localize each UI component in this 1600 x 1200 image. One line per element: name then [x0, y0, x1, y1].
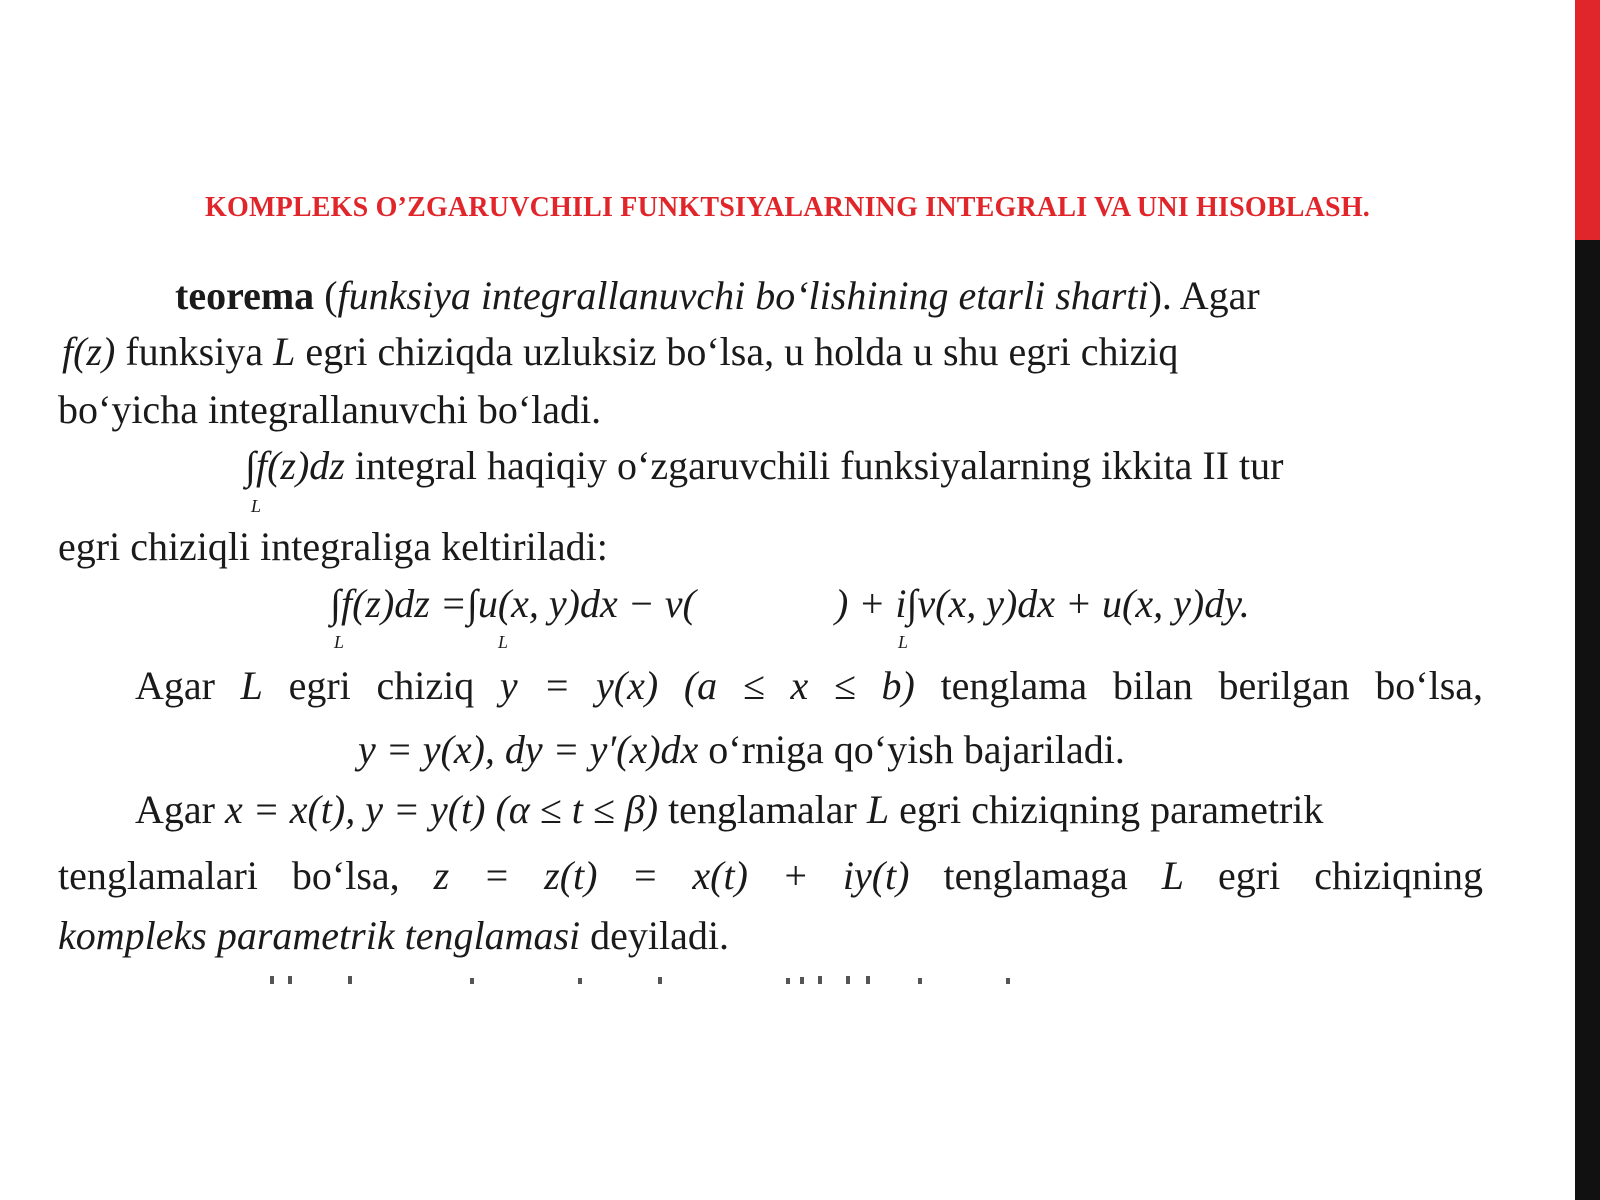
- theorem-paren: (: [324, 273, 338, 318]
- integral-subscript: L: [251, 496, 262, 516]
- slide-edge-bar: [1575, 0, 1600, 1200]
- text: Agar: [135, 787, 225, 832]
- formula-lhs: f(z)dz =: [340, 581, 467, 626]
- text: chiziqning: [1314, 853, 1484, 898]
- text: bo‘lsa,: [291, 853, 400, 898]
- complex-param-line: [58, 852, 1483, 900]
- math-substitution: y = y(x), dy = y′(x)dx: [358, 727, 699, 772]
- text: egri: [288, 663, 351, 708]
- statement-line-1: [62, 328, 1178, 376]
- text: egri chiziqning parametrik: [889, 787, 1324, 832]
- formula-subscript: L: [498, 632, 509, 652]
- text: tenglamalar: [668, 787, 867, 832]
- math-range: (α ≤ t ≤ β): [485, 787, 669, 832]
- math-L: L: [273, 329, 296, 374]
- text: integral haqiqiy o‘zgaruvchili funksiyalarning ikkita II tur: [344, 443, 1284, 488]
- reduction-line: egri chiziqli integraliga keltiriladi:: [58, 524, 608, 569]
- explicit-curve-line: [135, 662, 1483, 710]
- text: tenglama: [940, 663, 1088, 708]
- text: tenglamaga: [943, 853, 1128, 898]
- formula-part-2: ) + i: [835, 581, 907, 626]
- integral-line: [245, 442, 1283, 490]
- text: chiziq: [376, 663, 475, 708]
- math-complex-param: z = z(t) = x(t) + iy(t): [433, 853, 910, 898]
- clipped-next-line: [58, 972, 1518, 986]
- definition-line: [58, 912, 729, 960]
- statement-line-2: bo‘yicha integrallanuvchi bo‘ladi.: [58, 387, 602, 432]
- text: berilgan: [1218, 663, 1350, 708]
- text: deyiladi.: [580, 913, 729, 958]
- integral-sign: ∫: [906, 581, 918, 626]
- formula-part-1: u(x, y)dx − v(: [477, 581, 696, 626]
- math-L: L: [240, 663, 263, 708]
- theorem-line: [175, 272, 1260, 320]
- formula-part-3: v(x, y)dx + u(x, y)dy.: [917, 581, 1250, 626]
- math-explicit-eq: y = y(x): [499, 663, 659, 708]
- theorem-keyword: teorema: [175, 273, 315, 318]
- integral-sign: ∫: [245, 443, 256, 488]
- text: bo‘lsa,: [1375, 663, 1484, 708]
- math-range: (a ≤ x ≤ b): [683, 663, 915, 708]
- text: bilan: [1112, 663, 1193, 708]
- text: funksiya: [115, 329, 274, 374]
- math-L: L: [866, 787, 890, 832]
- text: egri chiziqda uzluksiz bo‘lsa, u holda u shu egri chiziq: [295, 329, 1179, 374]
- slide-title: KOMPLEKS O’ZGARUVCHILI FUNKTSIYALARNING INTEGRALI VA UNI HISOBLASH.: [204, 192, 1370, 223]
- parametric-line: [135, 786, 1323, 834]
- integral-sign: ∫: [330, 581, 341, 626]
- definition-term: kompleks parametrik tenglamasi: [58, 913, 581, 958]
- formula-subscript: L: [334, 632, 345, 652]
- integral-sign: ∫: [466, 581, 478, 626]
- math-integral-expr: f(z)dz: [255, 443, 345, 488]
- text: Agar: [135, 663, 215, 708]
- slide-edge-accent: [1575, 0, 1600, 240]
- text: tenglamalari: [58, 853, 258, 898]
- math-parametric-eq: x = x(t), y = y(t): [224, 787, 486, 832]
- math-L: L: [1161, 853, 1185, 898]
- text: o‘rniga qo‘yish bajariladi.: [698, 727, 1125, 772]
- clipped-text-fragments: [58, 972, 1518, 986]
- theorem-tail: ). Agar: [1148, 273, 1260, 318]
- main-formula-cont: [835, 580, 1250, 628]
- substitution-line: [358, 726, 1125, 774]
- math-fz: f(z): [62, 329, 116, 374]
- theorem-condition: funksiya integrallanuvchi bo‘lishining etarli sharti: [337, 273, 1149, 318]
- main-formula: [330, 580, 696, 628]
- formula-subscript: L: [898, 632, 909, 652]
- text: egri: [1218, 853, 1281, 898]
